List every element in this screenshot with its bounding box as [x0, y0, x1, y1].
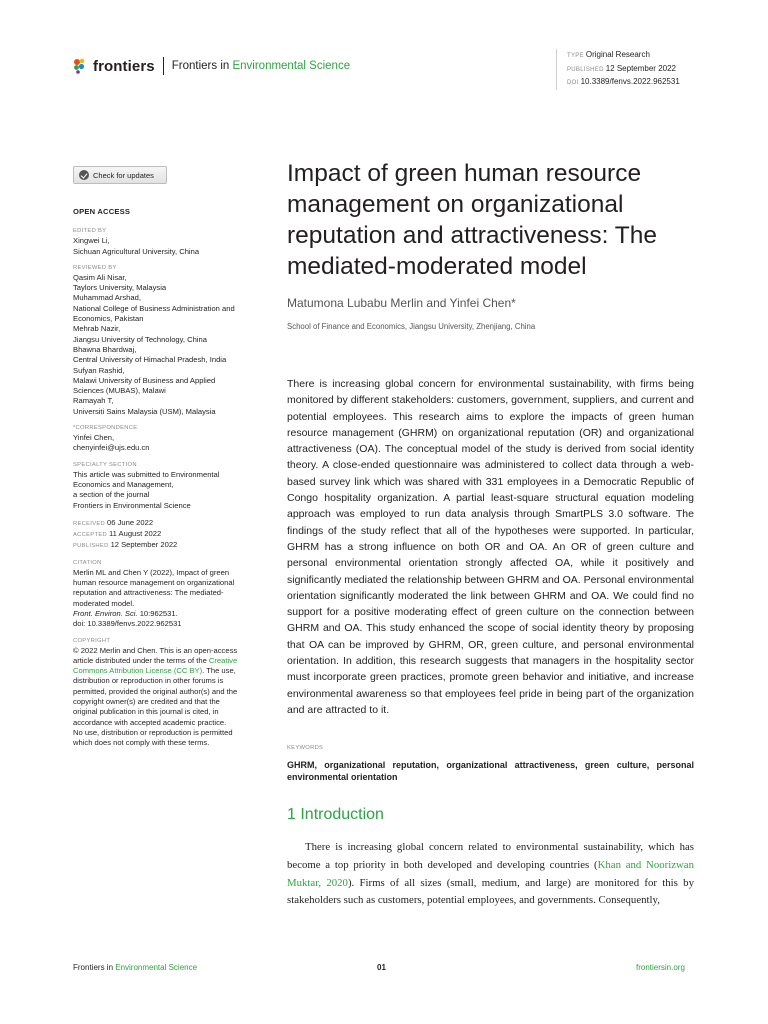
section-heading-introduction: 1 Introduction — [287, 806, 384, 823]
check-for-updates-button[interactable] — [73, 166, 167, 184]
received-date: RECEIVED 06 June 2022 — [73, 517, 154, 527]
meta-doi: DOI 10.3389/fenvs.2022.962531 — [567, 77, 680, 86]
keywords-label: KEYWORDS — [287, 745, 324, 751]
specialty-label: SPECIALTY SECTION — [73, 461, 137, 468]
introduction-paragraph: There is increasing global concern related to environmental sustainability, which has become a top priority in both developed and developing countries (Khan and Noorizwan Muktar, 2020). Firms of all sizes (small, medium, and large) are monitored for this by stakeholders such as customers, potential employees, and governments. Consequently, — [287, 841, 694, 907]
open-access-label: OPEN ACCESS — [73, 207, 131, 216]
journal-header — [73, 56, 350, 76]
citation-doi[interactable]: doi: 10.3389/fenvs.2022.962531 — [73, 619, 182, 629]
article-sidebar — [73, 207, 238, 748]
page-number: 01 — [377, 963, 386, 972]
meta-type: TYPE Original Research — [567, 50, 650, 59]
article-meta — [556, 49, 680, 90]
citation-link[interactable]: Khan and Noorizwan Muktar, 2020 — [287, 858, 694, 889]
article-authors[interactable]: Matumona Lubabu Merlin and Yinfei Chen* — [287, 296, 516, 310]
footer-site-link[interactable]: frontiersin.org — [636, 963, 685, 972]
reviewed-by-label: REVIEWED BY — [73, 264, 117, 271]
author-affiliation: School of Finance and Economics, Jiangsu University, Zhenjiang, China — [287, 322, 536, 331]
footer-journal: Frontiers in Environmental Science — [73, 963, 198, 972]
correspondence-label: *CORRESPONDENCE — [73, 425, 138, 432]
edited-by: Xingwei Li, Sichuan Agricultural University, China — [73, 236, 200, 256]
cc-license-link[interactable]: Creative Commons Attribution License (CC BY) — [73, 655, 238, 676]
brand-name: frontiers — [93, 57, 155, 75]
accepted-date: ACCEPTED 11 August 2022 — [73, 529, 162, 539]
article-title: Impact of green human resource management on organizational reputation and attractiveness: The mediated-moderated model — [287, 160, 658, 280]
specialty-section: This article was submitted to Environmental Economics and Management, a section of the journal Frontiers in Environmental Science — [73, 469, 220, 510]
keywords: GHRM, organizational reputation, organizational attractiveness, green culture, personal environmental orientation — [287, 760, 694, 782]
edited-by-label: EDITED BY — [73, 228, 107, 235]
citation: Merlin ML and Chen Y (2022), Impact of green human resource management on organizational reputation and attractiveness: The mediated-moderated model. Front. Environ. Sci. 10:962531. doi: 10.3389/fenvs.2022.962531 — [73, 567, 235, 629]
reviewed-by: Qasim Ali Nisar, Taylors University, Malaysia Muhammad Arshad, National College of Business Administration and Economics, Pakistan Mehrab Nazir, Jiangsu University of Technology, China Bhawna Bhardwaj, Central University of Himachal Pradesh, India Sufyan Rashid, Malawi University of Business and Applied Sciences (MUBAS), Malawi Ramayah T, Universiti Sains Malaysia (USM), Malaysia — [73, 272, 235, 416]
published-date: PUBLISHED 12 September 2022 — [73, 540, 178, 550]
citation-label: CITATION — [73, 559, 102, 566]
meta-published: PUBLISHED 12 September 2022 — [567, 63, 676, 73]
abstract: There is increasing global concern for environmental sustainability, with firms being monitored by different stakeholders: customers, government, suppliers, and current and potential employees. This research aims to explore the impacts of green human resource management (GHRM) on organizational reputation (OR) and organizational attractiveness (OA). The conceptual model of the study is derived from social identity theory. A close-ended questionnaire was administered to collect data through a web-based survey link which was shared with 331 employees in a Democratic Republic of Congo hospitality organization. A partial least-square structural equation modeling approach was employed to run data analysis through SmartPLS 3.0 software. The findings of the study reflect that all of the hypotheses were supported. In particular, GHRM has a strong influence on both OR and OA. An OR of green culture and personal environmental orientation strongly affected OA, while it positively and significantly mediated the relationship between GHRM and OA. Personal environmental orientation significantly moderated the link between GHRM and OA. We could find no support for a positive moderating effect of green culture on the connection between GHRM and OA. This study enhanced the scope of social identity theory by proposing that OA can be improved by GHRM, OR, green culture, and personal environmental orientation. In addition, this research suggests that managers in the hospitality sector must incorporate green practices, promote green behavior and initiative, and increase environmental awareness so that employees feel pride in being part of the organization and are attracted to it. — [287, 378, 694, 716]
journal-name[interactable]: Frontiers in Environmental Science — [171, 60, 351, 72]
correspondence[interactable]: Yinfei Chen, chenyinfei@ujs.edu.cn — [73, 433, 150, 453]
check-updates-label: Check for updates — [93, 170, 154, 180]
header-divider — [163, 57, 164, 75]
copyright-label: COPYRIGHT — [73, 637, 111, 644]
copyright: © 2022 Merlin and Chen. This is an open-access article distributed under the terms of the Creative Commons Attribution License (CC BY). The use, distribution or reproduction in other forums is permitted, provided the original author(s) and the copyright owner(s) are credited and that the original publication in this journal is cited, in accordance with accepted academic practice. No use, distribution or reproduction is permitted which does not comply with these terms. — [73, 645, 238, 748]
frontiers-logo-icon — [73, 58, 89, 74]
check-updates-icon — [79, 170, 89, 180]
